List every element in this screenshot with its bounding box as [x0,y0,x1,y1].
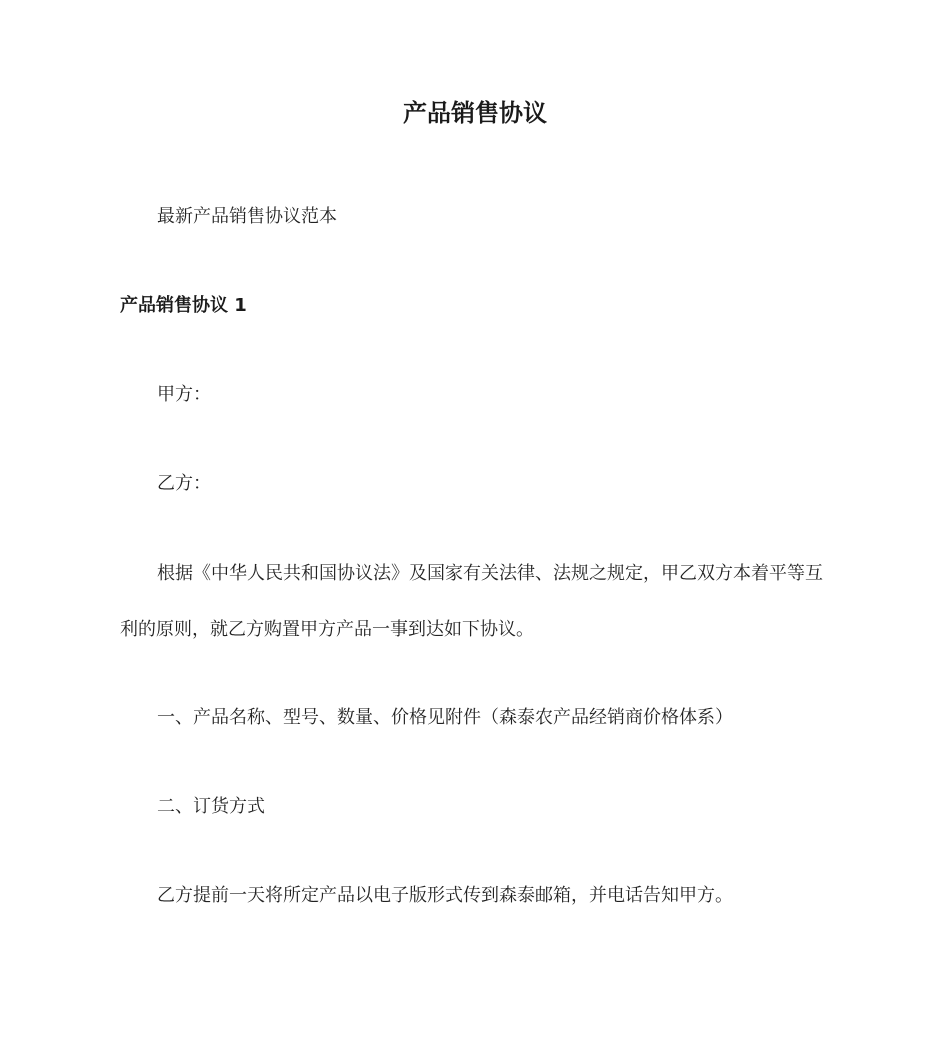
paragraph-line-1: 根据《中华人民共和国协议法》及国家有关法律、法规之规定，甲乙双方本着平等互 [157,563,823,584]
party-a-label: 甲方： [157,384,211,405]
document-subtitle: 最新产品销售协议范本 [157,206,337,227]
clause-2-text: 乙方提前一天将所定产品以电子版形式传到森泰邮箱，并电话告知甲方。 [157,885,733,906]
paragraph-line-2: 利的原则，就乙方购置甲方产品一事到达如下协议。 [120,619,534,640]
clause-2-heading: 二、订货方式 [157,796,265,817]
section-heading: 产品销售协议 1 [120,295,247,316]
party-b-label: 乙方： [157,473,211,494]
clause-1: 一、产品名称、型号、数量、价格见附件（森泰农产品经销商价格体系） [157,707,733,728]
document-title: 产品销售协议 [403,99,547,127]
